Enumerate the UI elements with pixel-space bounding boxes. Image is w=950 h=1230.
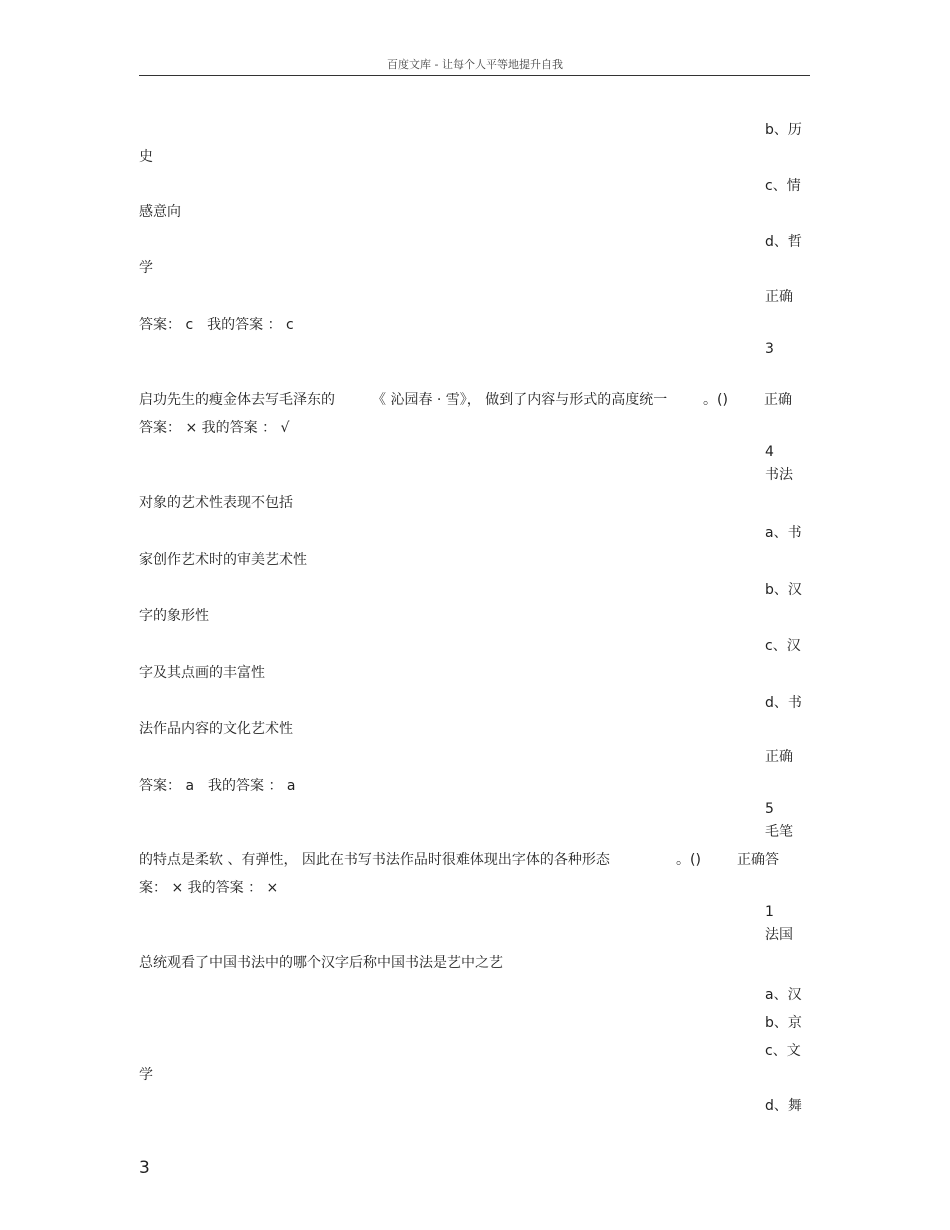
question-text: 的特点是柔软 、有弹性， 因此在书写书法作品时很难体现出字体的各种形态 — [139, 852, 610, 868]
page-number: 3 — [139, 1158, 150, 1178]
question-text-cont: 《 沁园春 · 雪》， 做到了内容与形式的高度统一 — [372, 392, 668, 408]
option-d: d、舞 — [765, 1098, 802, 1114]
option-c-end: 字及其点画的丰富性 — [139, 665, 265, 681]
question-text: 启功先生的瘦金体去写毛泽东的 — [139, 392, 335, 408]
result-label-start: 正确答 — [737, 852, 779, 868]
option-b-end: 字的象形性 — [139, 608, 209, 624]
page-header: 百度文库 - 让每个人平等地提升自我 — [387, 58, 563, 71]
answer-line: 答案： c 我的答案 ： c — [139, 317, 294, 333]
answer-line: 答案： × 我的答案 ： √ — [139, 420, 290, 436]
question-text: 对象的艺术性表现不包括 — [139, 495, 293, 511]
option-d-start: d、哲 — [765, 234, 802, 250]
header-divider — [139, 75, 810, 76]
option-c-start: c、汉 — [765, 638, 801, 654]
answer-line: 答案： a 我的答案 ： a — [139, 778, 296, 794]
option-c-end: 感意向 — [139, 204, 181, 220]
result-label: 正确 — [765, 749, 793, 765]
answer-line: 案： × 我的答案 ： × — [139, 880, 279, 896]
option-a-end: 家创作艺术时的审美艺术性 — [139, 552, 307, 568]
question-text: 总统观看了中国书法中的哪个汉字后称中国书法是艺中之艺 — [139, 955, 503, 971]
question-blank: 。() — [676, 852, 701, 868]
result-label: 正确 — [764, 392, 792, 408]
question-text-start: 毛笔 — [765, 824, 793, 840]
option-d-end: 学 — [139, 260, 153, 276]
option-c-end: 学 — [139, 1067, 153, 1083]
option-c-start: c、情 — [765, 178, 801, 194]
option-b: b、京 — [765, 1015, 802, 1031]
option-d-start: d、书 — [765, 695, 802, 711]
question-number: 4 — [765, 444, 774, 460]
option-b-start: b、汉 — [765, 582, 802, 598]
question-blank: 。() — [703, 392, 728, 408]
question-text-start: 法国 — [765, 927, 793, 943]
question-text-start: 书法 — [765, 467, 793, 483]
option-d-end: 法作品内容的文化艺术性 — [139, 721, 293, 737]
option-a-start: a、书 — [765, 525, 802, 541]
option-b-end: 史 — [139, 149, 153, 165]
option-a: a、汉 — [765, 987, 802, 1003]
question-number: 1 — [765, 904, 774, 920]
result-label: 正确 — [765, 289, 793, 305]
option-c-start: c、文 — [765, 1043, 801, 1059]
question-number: 3 — [765, 341, 774, 357]
option-b-start: b、历 — [765, 122, 802, 138]
question-number: 5 — [765, 801, 774, 817]
